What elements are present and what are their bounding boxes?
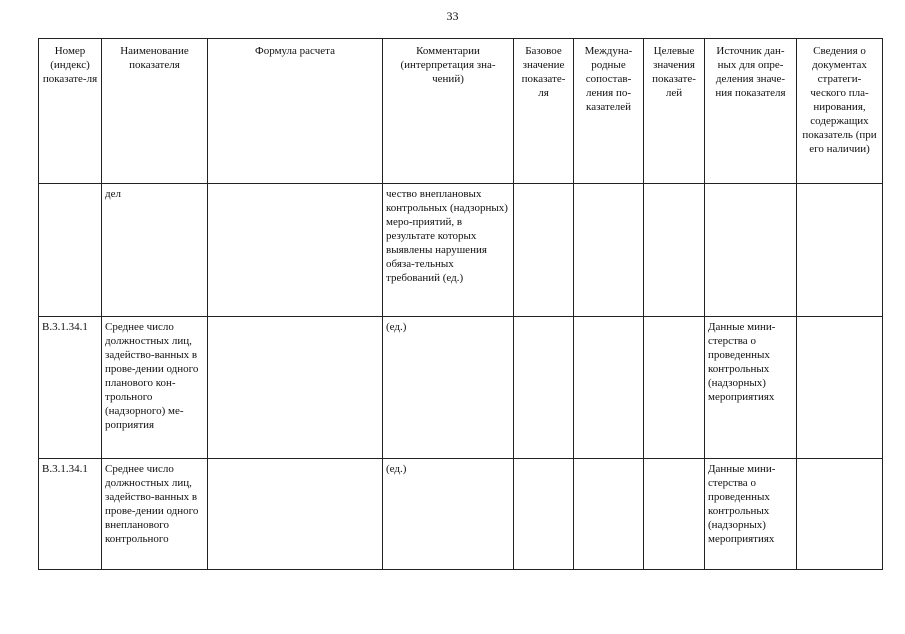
table-cell: Данные мини-стерства о проведенных контрольных (надзорных) мероприятиях bbox=[705, 459, 797, 570]
header-cell-formula: Формула расчета bbox=[208, 39, 383, 184]
table-cell: В.3.1.34.1 bbox=[39, 317, 102, 459]
table-header-row bbox=[39, 39, 883, 184]
table-cell bbox=[574, 459, 644, 570]
table-cell bbox=[514, 317, 574, 459]
table-cell: Данные мини-стерства о проведенных контрольных (надзорных) мероприятиях bbox=[705, 317, 797, 459]
table-cell bbox=[644, 184, 705, 317]
header-cell-name: Наименование показателя bbox=[102, 39, 208, 184]
table-cell: (ед.) bbox=[383, 459, 514, 570]
indicators-table bbox=[38, 38, 883, 570]
header-cell-comments: Комментарии (интерпретация зна-чений) bbox=[383, 39, 514, 184]
table-cell bbox=[208, 184, 383, 317]
table-cell bbox=[797, 184, 883, 317]
header-cell-base-value: Базовое значение показате-ля bbox=[514, 39, 574, 184]
table-cell bbox=[574, 184, 644, 317]
table-cell: Среднее число должностных лиц, задейство-ванных в прове-дении одного внепланового контрольного bbox=[102, 459, 208, 570]
table-cell bbox=[514, 459, 574, 570]
table-cell: (ед.) bbox=[383, 317, 514, 459]
table-cell bbox=[208, 317, 383, 459]
page-number: 33 bbox=[446, 9, 459, 23]
header-cell-data-source: Источник дан-ных для опре-деления значе-ния показателя bbox=[705, 39, 797, 184]
header-cell-target-values: Целевые значения показате-лей bbox=[644, 39, 705, 184]
table-cell bbox=[705, 184, 797, 317]
table-cell bbox=[574, 317, 644, 459]
header-cell-index: Номер (индекс) показате-ля bbox=[39, 39, 102, 184]
table-cell bbox=[208, 459, 383, 570]
table-cell: Среднее число должностных лиц, задейство-ванных в прове-дении одного планового кон-трольного (надзорного) ме-роприятия bbox=[102, 317, 208, 459]
table-cell bbox=[644, 317, 705, 459]
table-cell bbox=[797, 317, 883, 459]
header-cell-strategic-docs: Сведения о документах стратеги-ческого пла-нирования, содержащих показатель (при его наличии) bbox=[797, 39, 883, 184]
table-cell: чество внеплановых контрольных (надзорных) меро-приятий, в результате которых выявлены нарушения обяза-тельных требований (ед.) bbox=[383, 184, 514, 317]
table-row bbox=[39, 459, 883, 570]
table-cell bbox=[39, 184, 102, 317]
table-cell bbox=[797, 459, 883, 570]
table-cell bbox=[644, 459, 705, 570]
table-cell: В.3.1.34.1 bbox=[39, 459, 102, 570]
table-row bbox=[39, 317, 883, 459]
header-cell-international: Междуна-родные сопостав-ления по-казателей bbox=[574, 39, 644, 184]
table-cell: дел bbox=[102, 184, 208, 317]
table-row bbox=[39, 184, 883, 317]
table-cell bbox=[514, 184, 574, 317]
